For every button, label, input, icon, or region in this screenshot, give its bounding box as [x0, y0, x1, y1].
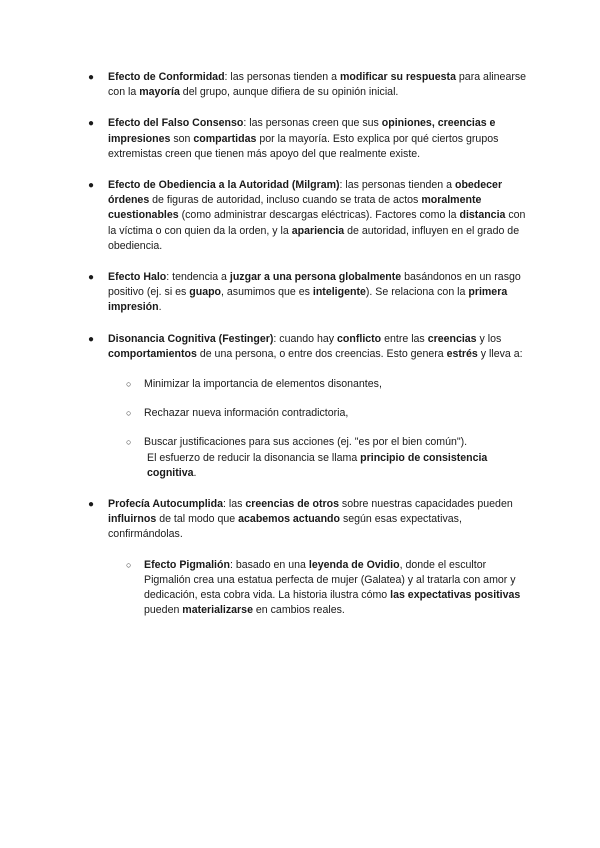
text: con la víctima o con quien da la orden, y la: [108, 209, 526, 237]
list-item: [88, 178, 528, 254]
bold-text: mayoría: [139, 86, 180, 99]
text: (como administrar descargas eléctricas). Factores como la: [178, 209, 460, 222]
bold-text: opiniones, creencias e impresiones: [108, 117, 496, 145]
bullet-icon: ●: [88, 72, 95, 83]
text: Buscar justificaciones para sus acciones (ej. "es por el bien común").: [144, 436, 468, 449]
sub-item-text: [144, 436, 467, 448]
list-item: [88, 332, 528, 481]
sub-list-item: [108, 406, 528, 421]
bold-text: las expectativas positivas: [390, 589, 521, 602]
bold-text: inteligente: [312, 286, 366, 299]
text: de figuras de autoridad, incluso cuando se trata de actos: [149, 194, 422, 207]
item-text: [108, 498, 513, 540]
text: : cuando hay: [273, 332, 338, 345]
text: Minimizar la importancia de elementos disonantes,: [144, 378, 382, 391]
bold-text: comportamientos: [108, 347, 197, 360]
text: de tal modo que: [156, 513, 239, 526]
text: son: [170, 132, 194, 145]
bold-text: distancia: [459, 209, 506, 222]
circle-bullet-icon: ○: [126, 559, 132, 570]
text: de autoridad, influyen en el grado de obediencia.: [108, 224, 520, 252]
sub-item-text: [144, 378, 382, 390]
text: entre las: [381, 332, 428, 345]
text: , donde el escultor Pigmalión crea una estatua perfecta de mujer (Galatea) y al tratarla con amor y dedicación, esta cobra vida. La historia ilustra cómo: [144, 558, 516, 602]
text: : las personas tienden a: [224, 71, 340, 83]
bold-text: apariencia: [291, 224, 345, 237]
bold-text: Disonancia Cognitiva (Festinger): [108, 332, 274, 345]
circle-bullet-icon: ○: [126, 379, 132, 390]
sub-list: [108, 377, 528, 481]
text: según esas expectativas, confirmándolas.: [108, 513, 462, 541]
bullet-icon: ●: [88, 180, 95, 192]
bold-text: Efecto Pigmalión: [144, 558, 230, 571]
bold-text: Efecto del Falso Consenso: [108, 117, 244, 130]
list-item: [88, 270, 528, 316]
bold-text: Efecto Halo: [108, 271, 167, 284]
bullet-icon: ●: [88, 499, 95, 511]
text: : las personas tienden a: [339, 179, 455, 192]
bold-text: leyenda de Ovidio: [308, 558, 400, 571]
bold-text: creencias: [427, 332, 477, 345]
text: Rechazar nueva información contradictoria,: [144, 407, 349, 420]
text: del grupo, aunque difiera de su opinión inicial.: [179, 86, 399, 99]
bullet-icon: ●: [88, 333, 95, 345]
bold-text: creencias de otros: [245, 498, 339, 511]
text: pueden: [144, 604, 183, 617]
text: .: [158, 301, 162, 314]
sub-list-item: [108, 435, 528, 481]
text: El esfuerzo de reducir la disonancia se llama: [147, 451, 361, 464]
text: : basado en una: [229, 558, 309, 571]
bold-text: acabemos actuando: [238, 513, 340, 526]
item-text: [108, 179, 525, 252]
item-text: [108, 333, 523, 360]
text: sobre nuestras capacidades pueden: [338, 498, 513, 511]
bold-text: conflicto: [337, 332, 382, 345]
sub-list: [108, 558, 528, 619]
bold-text: principio de consistencia cognitiva: [147, 451, 488, 479]
text: ). Se relaciona con la: [365, 286, 469, 299]
text: en cambios reales.: [252, 604, 345, 617]
list-item: [88, 497, 528, 618]
text: y lleva a:: [477, 347, 523, 360]
circle-bullet-icon: ○: [126, 437, 132, 448]
bold-text: Efecto de Conformidad: [108, 71, 225, 83]
bold-text: guapo: [189, 286, 222, 299]
bold-text: Efecto de Obediencia a la Autoridad (Milgram): [108, 179, 340, 192]
list-item: [88, 70, 528, 100]
text: , asumimos que es: [221, 286, 313, 299]
bold-text: obedecer órdenes: [108, 179, 503, 207]
text: para alinearse con la: [108, 71, 527, 99]
text: por la mayoría. Esto explica por qué ciertos grupos extremistas creen que tienen más apoyo del que realmente existe.: [108, 132, 499, 160]
sub-item-text: [144, 407, 348, 419]
text: de una persona, o entre dos creencias. Esto genera: [196, 347, 447, 360]
sub-item-text: [144, 559, 520, 617]
bold-text: estrés: [446, 347, 478, 360]
bold-text: moralmente cuestionables: [108, 194, 482, 222]
bold-text: modificar su respuesta: [339, 71, 456, 83]
item-text: [108, 71, 526, 98]
sub-list-item: [108, 377, 528, 392]
circle-bullet-icon: ○: [126, 408, 132, 419]
item-text: [108, 271, 521, 313]
bold-text: compartidas: [193, 132, 257, 145]
item-text: [108, 117, 498, 159]
text: : las personas creen que sus: [243, 117, 382, 130]
bold-text: materializarse: [182, 604, 253, 617]
sub-list-item: [108, 558, 528, 619]
bullet-list: [88, 70, 528, 634]
text: y los: [476, 332, 502, 345]
bold-text: juzgar a una persona globalmente: [229, 271, 402, 284]
bold-text: influirnos: [108, 513, 157, 526]
bold-text: primera impresión: [108, 286, 508, 314]
bold-text: Profecía Autocumplida: [108, 498, 223, 511]
text: : las: [222, 498, 246, 511]
text: basándonos en un rasgo positivo (ej. si es: [108, 271, 521, 299]
note-text: [144, 451, 528, 481]
text: : tendencia a: [166, 271, 230, 284]
bullet-icon: ●: [88, 272, 95, 284]
bullet-icon: ●: [88, 118, 95, 130]
list-item: [88, 116, 528, 162]
text: .: [193, 466, 197, 479]
